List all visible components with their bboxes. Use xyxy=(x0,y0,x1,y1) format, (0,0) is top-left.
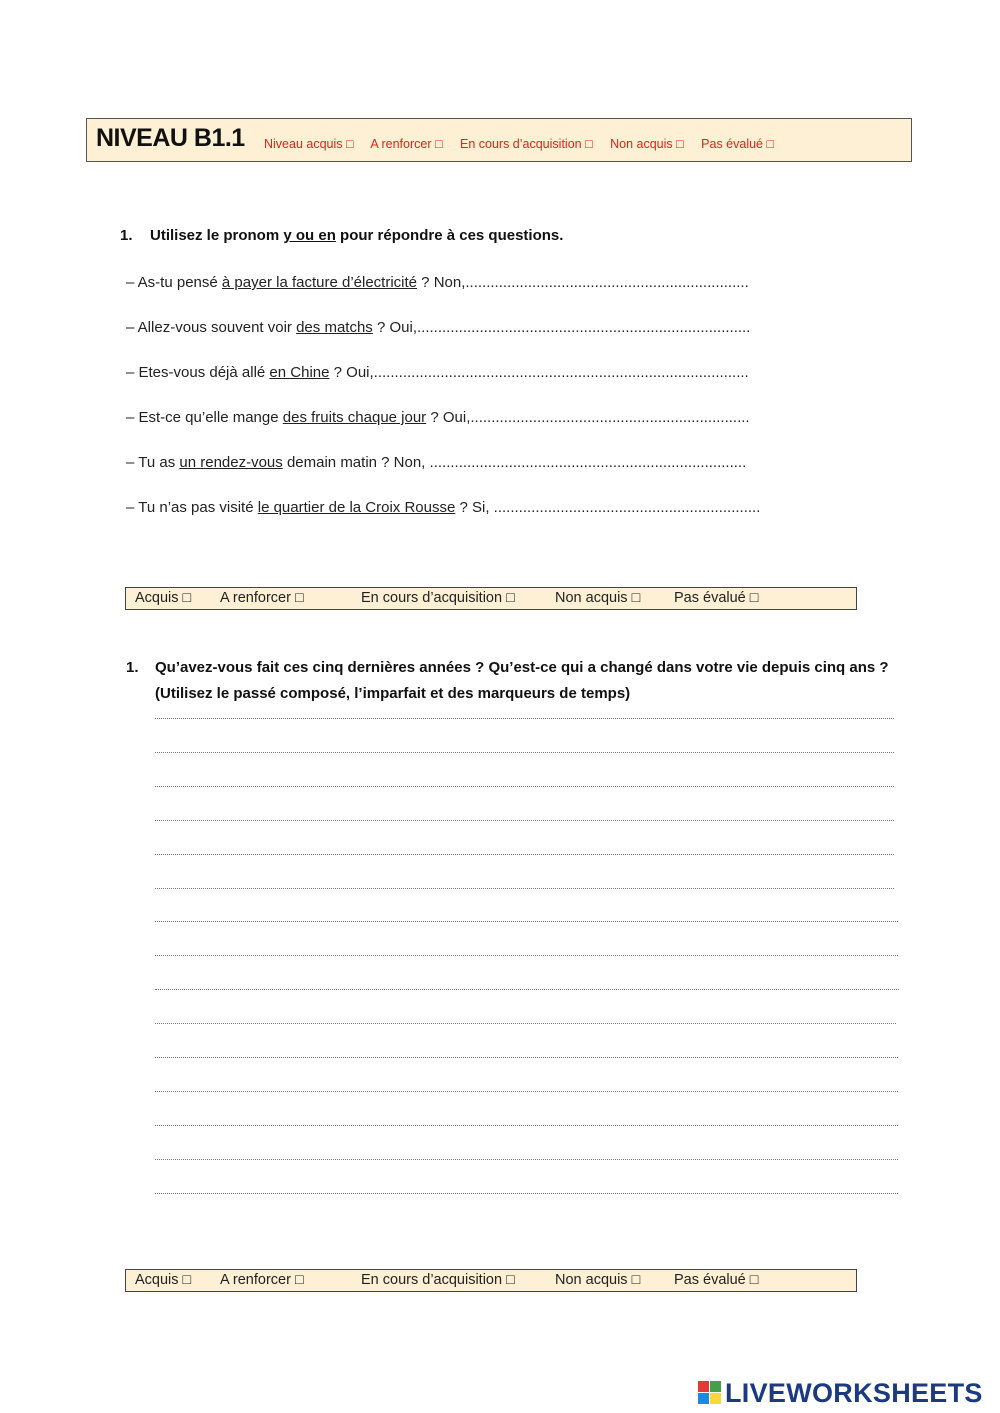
exercise1-number: 1. xyxy=(120,227,133,244)
answer-line[interactable] xyxy=(155,1125,898,1126)
eval-option-non-acquis[interactable]: Non acquis □ xyxy=(555,590,641,606)
answer-line[interactable] xyxy=(155,854,894,855)
exercise1-line[interactable]: – Tu as un rendez-vous demain matin ? Non, ............................................................................ xyxy=(126,454,747,471)
eval-option-pas-evalue[interactable]: Pas évalué □ xyxy=(674,1272,759,1288)
evaluation-box-1 xyxy=(125,587,857,610)
liveworksheets-logo-icon xyxy=(698,1381,722,1405)
exercise1-line[interactable]: – As-tu pensé à payer la facture d’électricité ? Non,.................................................................... xyxy=(126,274,749,291)
level-option-non-acquis[interactable]: Non acquis □ xyxy=(610,137,684,151)
level-header-box xyxy=(86,118,912,162)
answer-line[interactable] xyxy=(155,955,898,956)
exercise1-instruction: 1. Utilisez le pronom y ou en pour répondre à ces questions. xyxy=(120,227,564,244)
answer-line[interactable] xyxy=(155,1057,898,1058)
answer-line[interactable] xyxy=(155,786,894,787)
exercise2-number: 1. xyxy=(126,659,139,676)
level-title: NIVEAU B1.1 xyxy=(96,124,245,152)
answer-line[interactable] xyxy=(155,752,894,753)
evaluation-box-2 xyxy=(125,1269,857,1292)
answer-line[interactable] xyxy=(155,1159,898,1160)
eval-option-renforcer[interactable]: A renforcer □ xyxy=(220,590,304,606)
answer-line[interactable] xyxy=(155,989,899,990)
exercise1-line[interactable]: – Etes-vous déjà allé en Chine ? Oui,.......................................................................................... xyxy=(126,364,749,381)
exercise1-line[interactable]: – Est-ce qu’elle mange des fruits chaque jour ? Oui,................................................................... xyxy=(126,409,750,426)
answer-line[interactable] xyxy=(155,820,894,821)
exercise1-line[interactable]: – Allez-vous souvent voir des matchs ? Oui,................................................................................ xyxy=(126,319,751,336)
eval-option-renforcer[interactable]: A renforcer □ xyxy=(220,1272,304,1288)
level-option-pas-evalue[interactable]: Pas évalué □ xyxy=(701,137,775,151)
eval-option-acquis[interactable]: Acquis □ xyxy=(135,1272,192,1288)
level-options xyxy=(264,137,788,151)
answer-line[interactable] xyxy=(155,1091,898,1092)
liveworksheets-brand: LIVEWORKSHEETS xyxy=(725,1377,983,1408)
answer-line[interactable] xyxy=(155,921,898,922)
exercise1-line[interactable]: – Tu n’as pas visité le quartier de la Croix Rousse ? Si, ................................................................ xyxy=(126,499,761,516)
eval-option-pas-evalue[interactable]: Pas évalué □ xyxy=(674,590,759,606)
answer-line[interactable] xyxy=(155,888,894,889)
eval-option-acquis[interactable]: Acquis □ xyxy=(135,590,192,606)
level-option-acquis[interactable]: Niveau acquis □ xyxy=(264,137,354,151)
level-option-renforcer[interactable]: A renforcer □ xyxy=(370,137,443,151)
level-option-en-cours[interactable]: En cours d’acquisition □ xyxy=(460,137,593,151)
eval-option-en-cours[interactable]: En cours d’acquisition □ xyxy=(361,1272,515,1288)
eval-option-non-acquis[interactable]: Non acquis □ xyxy=(555,1272,641,1288)
answer-line[interactable] xyxy=(155,1193,898,1194)
answer-line[interactable] xyxy=(155,1023,896,1024)
liveworksheets-logo xyxy=(698,1376,983,1410)
answer-line[interactable] xyxy=(155,718,894,719)
exercise2-question: 1. Qu’avez-vous fait ces cinq dernières années ? Qu’est-ce qui a changé dans votre vie depuis cinq ans ? (Utilisez le passé composé, l’imparfait et des marqueurs de temps) xyxy=(126,655,906,707)
eval-option-en-cours[interactable]: En cours d’acquisition □ xyxy=(361,590,515,606)
